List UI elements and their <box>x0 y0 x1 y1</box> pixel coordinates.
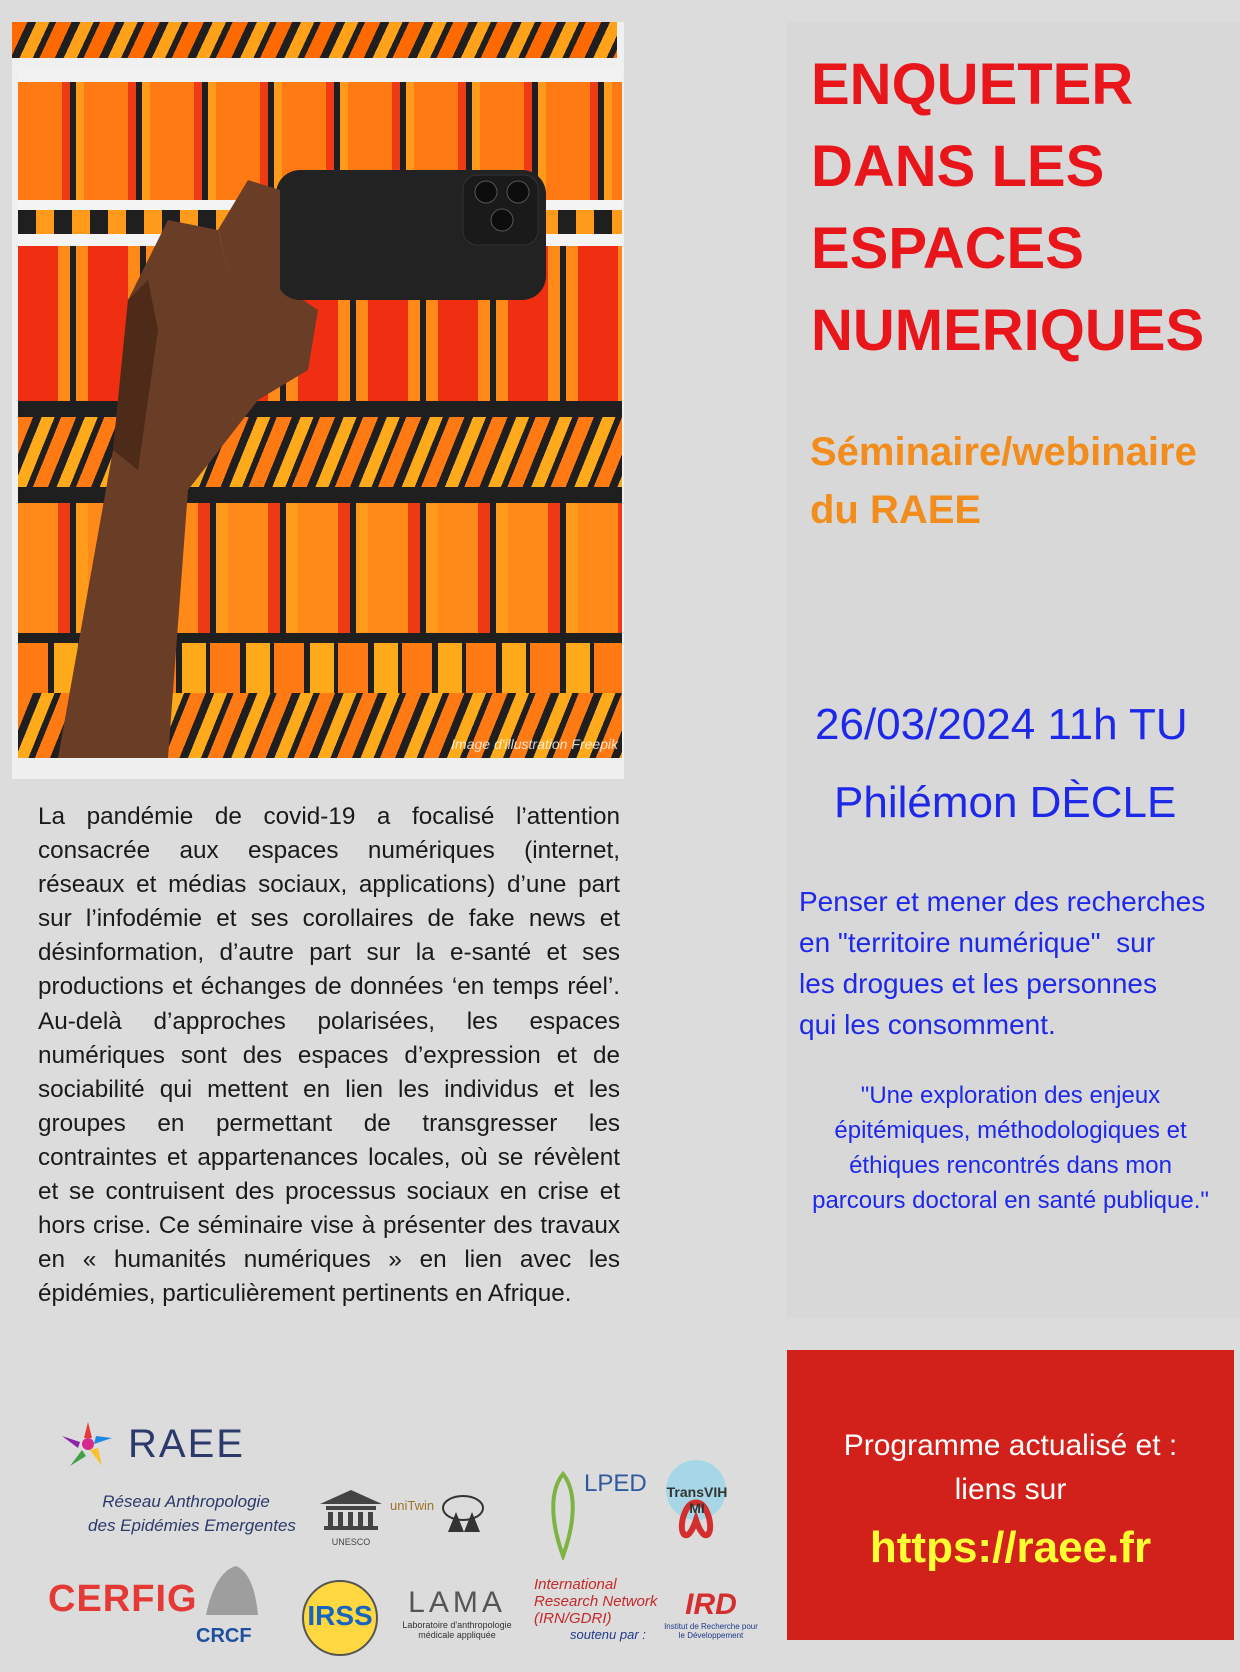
irn-line-1: International <box>534 1576 617 1593</box>
callout-line-2: liens sur <box>954 1473 1067 1506</box>
lped-logo <box>548 1470 647 1565</box>
unesco-temple-icon <box>318 1488 384 1532</box>
title-line-2: DANS LES <box>811 134 1105 199</box>
lped-logo-label: LPED <box>584 1470 647 1497</box>
raee-logo <box>58 1418 296 1535</box>
raee-emblem-icon <box>58 1418 118 1470</box>
irn-line-2: Research Network <box>534 1593 658 1610</box>
website-link[interactable]: https://raee.fr <box>869 1523 1152 1572</box>
crcf-logo <box>196 1560 266 1648</box>
quote-line: éthiques rencontrés dans mon <box>849 1152 1172 1179</box>
uao-logo-icon <box>440 1488 486 1538</box>
topic-line-1: Penser et mener des recherches <box>799 886 1206 917</box>
irss-logo <box>300 1578 380 1663</box>
lped-leaf-icon <box>548 1470 578 1560</box>
irn-logo <box>534 1576 657 1642</box>
illustration-image <box>18 70 622 758</box>
unesco-logo <box>318 1488 435 1547</box>
seminar-description: La pandémie de covid-19 a focalisé l’attention consacrée aux espaces numériques (internet, réseaux et médias sociaux, applications) d’une part sur l’infodémie et ses corollaires de fake news et désinformation, d’autre part sur la e-santé et ses productions et échanges de données ‘en temps réel’. Au-delà d’approches polarisées, les espaces numériques sont des espaces d’expression et de sociabilité qui mettent en lien les individus et les groupes en permettant de transgresser les contraintes et appartenances locales, où se révèlent et se contruisent des processus sociaux en crise et hors crise. Ce séminaire vise à présenter des travaux en « humanités numériques » en lien avec les épidémies, particulièrement pertinents en Afrique. <box>38 803 620 1308</box>
lama-logo-sub: Laboratoire d'anthropologie médicale appliquée <box>402 1620 512 1640</box>
irn-line-3: (IRN/GDRI) <box>534 1610 612 1627</box>
callout-line-1: Programme actualisé et : <box>843 1429 1178 1462</box>
irn-line-4: soutenu par : <box>570 1627 646 1642</box>
lama-logo <box>392 1586 522 1640</box>
quote-block <box>787 1078 1234 1218</box>
unitwin-logo: uniTwin <box>390 1498 435 1513</box>
image-caption: Image d'illustration Freepik <box>451 736 618 752</box>
event-datetime: 26/03/2024 11h TU <box>815 700 1188 749</box>
subtitle-line-1: Séminaire/webinaire <box>810 430 1197 474</box>
title-line-3: ESPACES <box>811 216 1084 281</box>
crcf-tree-icon <box>196 1560 266 1620</box>
topic-line-3: les drogues et les personnes <box>799 968 1157 999</box>
raee-logo-sub1: Réseau Anthropologie <box>102 1492 270 1511</box>
unesco-logo-label: UNESCO <box>331 1537 371 1547</box>
pattern-top-strip <box>12 22 617 58</box>
raee-logo-sub2: des Epidémies Emergentes <box>88 1516 296 1535</box>
cerfig-logo <box>48 1578 198 1621</box>
program-callout <box>787 1350 1234 1640</box>
title-line-4: NUMERIQUES <box>811 298 1205 363</box>
ird-logo <box>664 1588 758 1640</box>
speaker-name: Philémon DÈCLE <box>834 778 1177 827</box>
crcf-logo-label: CRCF <box>196 1625 252 1647</box>
ird-logo-sub: Institut de Recherche pour le Développement <box>664 1622 758 1640</box>
title-line-1: ENQUETER <box>811 52 1134 117</box>
cerfig-logo-label: CERFIG <box>48 1578 198 1620</box>
quote-line: "Une exploration des enjeux <box>860 1082 1161 1109</box>
hand-phone-graphic <box>18 70 622 758</box>
topic-line-4: qui les consomment. <box>799 1009 1056 1040</box>
quote-line: épitémiques, méthodologiques et <box>834 1117 1187 1144</box>
raee-logo-name: RAEE <box>128 1422 245 1466</box>
transvih-logo <box>656 1460 736 1565</box>
subtitle-line-2: du RAEE <box>810 488 982 532</box>
ird-logo-label: IRD <box>685 1588 737 1621</box>
transvih-logo-label: TransVIH MI <box>666 1484 728 1516</box>
quote-line: parcours doctoral en santé publique." <box>812 1187 1209 1214</box>
topic-line-2: en "territoire numérique" sur <box>799 927 1156 958</box>
irss-logo-label: IRSS <box>307 1600 373 1631</box>
lama-logo-label: LAMA <box>408 1586 506 1619</box>
